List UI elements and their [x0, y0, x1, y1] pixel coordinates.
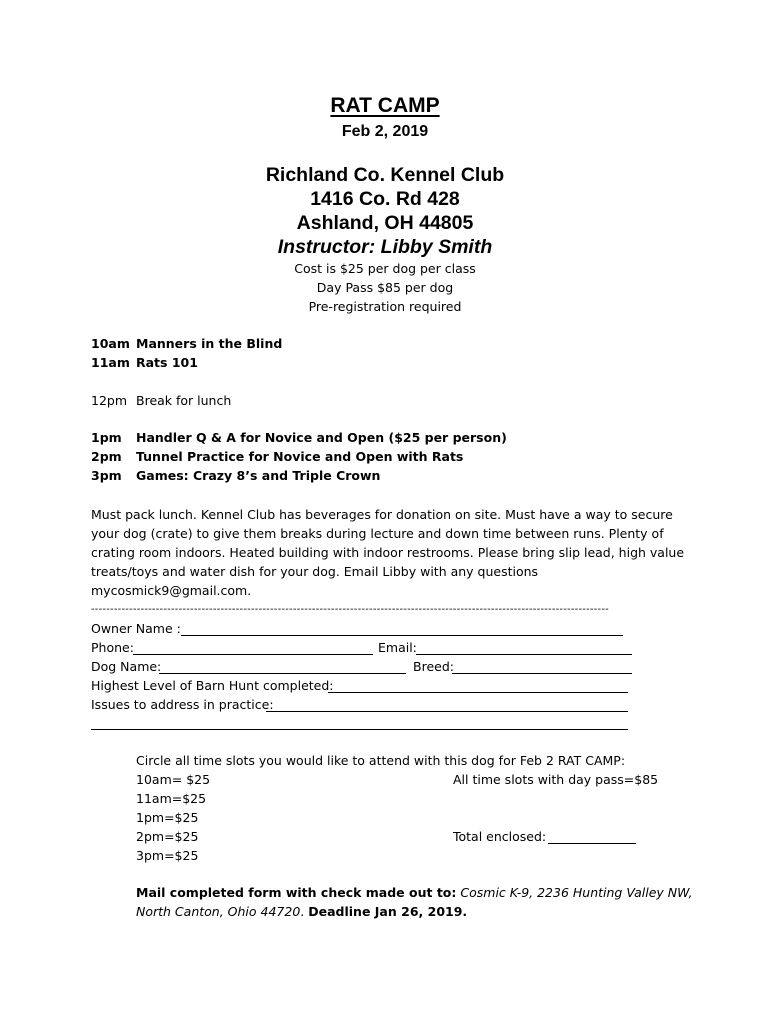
schedule-activity: Games: Crazy 8’s and Triple Crown — [136, 468, 381, 483]
mailing-instructions: Mail completed form with check made out to: Cosmic K-9, 2236 Hunting Valley NW, North Canton, Ohio 44720. Deadline Jan 26, 2019. — [136, 885, 693, 919]
total-enclosed-label: Total enclosed: — [453, 829, 547, 844]
club-name: Richland Co. Kennel Club — [265, 164, 505, 186]
page-title — [0, 94, 770, 118]
notes-line: treats/toys and water dish for your dog. Email Libby with any questions — [91, 564, 539, 579]
notes-line: crating room indoors. Heated building with indoor restrooms. Please bring slip lead, high value — [91, 545, 685, 560]
breed-field[interactable] — [452, 673, 632, 674]
day-pass-option[interactable]: All time slots with day pass=$85 — [453, 772, 659, 787]
club-address-line1: 1416 Co. Rd 428 — [310, 188, 460, 210]
barn-hunt-level-field[interactable] — [328, 692, 628, 693]
preregistration-info: Pre-registration required — [308, 299, 462, 314]
phone-field[interactable] — [133, 654, 373, 655]
mail-lead: Mail completed form with check made out to: — [136, 885, 457, 900]
day-pass-info: Day Pass $85 per dog — [316, 280, 454, 295]
schedule-activity: Tunnel Practice for Novice and Open with Rats — [136, 449, 464, 464]
notes-line: your dog (crate) to give them breaks during lecture and down time between runs. Plenty of — [91, 526, 664, 541]
total-enclosed-field[interactable] — [548, 843, 636, 844]
event-date: Feb 2, 2019 — [341, 123, 429, 140]
slots-intro: Circle all time slots you would like to attend with this dog for Feb 2 RAT CAMP: — [136, 753, 626, 768]
club-address-line2: Ashland, OH 44805 — [296, 212, 474, 234]
phone-label: Phone: — [91, 640, 134, 655]
slot-option[interactable]: 3pm=$25 — [136, 848, 199, 863]
schedule-activity: Manners in the Blind — [136, 336, 283, 351]
notes-line: mycosmick9@gmail.com. — [91, 583, 252, 598]
deadline: Deadline Jan 26, 2019. — [308, 904, 468, 919]
slot-option[interactable]: 10am= $25 — [136, 772, 211, 787]
mail-address-line1: Cosmic K-9, 2236 Hunting Valley NW, — [460, 885, 693, 900]
schedule-time: 10am — [91, 336, 130, 351]
notes-line: Must pack lunch. Kennel Club has beverages for donation on site. Must have a way to secure — [91, 507, 673, 522]
owner-name-label: Owner Name : — [91, 621, 181, 636]
schedule-time: 12pm — [91, 393, 128, 408]
schedule-time: 11am — [91, 355, 130, 370]
slot-option[interactable]: 11am=$25 — [136, 791, 207, 806]
notes-paragraph — [91, 505, 685, 600]
email-label: Email: — [378, 640, 417, 655]
barn-hunt-level-label: Highest Level of Barn Hunt completed: — [91, 678, 334, 693]
issues-label: Issues to address in practice: — [91, 697, 274, 712]
email-field[interactable] — [416, 654, 632, 655]
schedule-activity: Rats 101 — [136, 355, 198, 370]
schedule-activity: Handler Q & A for Novice and Open ($25 per person) — [136, 430, 507, 445]
schedule-time: 3pm — [91, 468, 122, 483]
slot-option[interactable]: 2pm=$25 — [136, 829, 199, 844]
dog-name-field[interactable] — [159, 673, 406, 674]
schedule-time: 2pm — [91, 449, 122, 464]
mail-address-line2: North Canton, Ohio 44720 — [136, 904, 301, 919]
breed-label: Breed: — [413, 659, 454, 674]
instructor-line: Instructor: Libby Smith — [277, 236, 493, 258]
owner-name-field[interactable] — [181, 635, 623, 636]
cut-divider: ---------------------------------------------------------------------------------------------------------------------------------------- — [91, 604, 609, 615]
title-text: RAT CAMP — [330, 94, 440, 117]
dog-name-label: Dog Name: — [91, 659, 162, 674]
schedule-activity: Break for lunch — [136, 393, 232, 408]
slot-option[interactable]: 1pm=$25 — [136, 810, 199, 825]
issues-field[interactable] — [266, 711, 628, 712]
issues-extra-line[interactable] — [91, 729, 628, 730]
schedule-time: 1pm — [91, 430, 122, 445]
cost-info: Cost is $25 per dog per class — [294, 261, 476, 276]
